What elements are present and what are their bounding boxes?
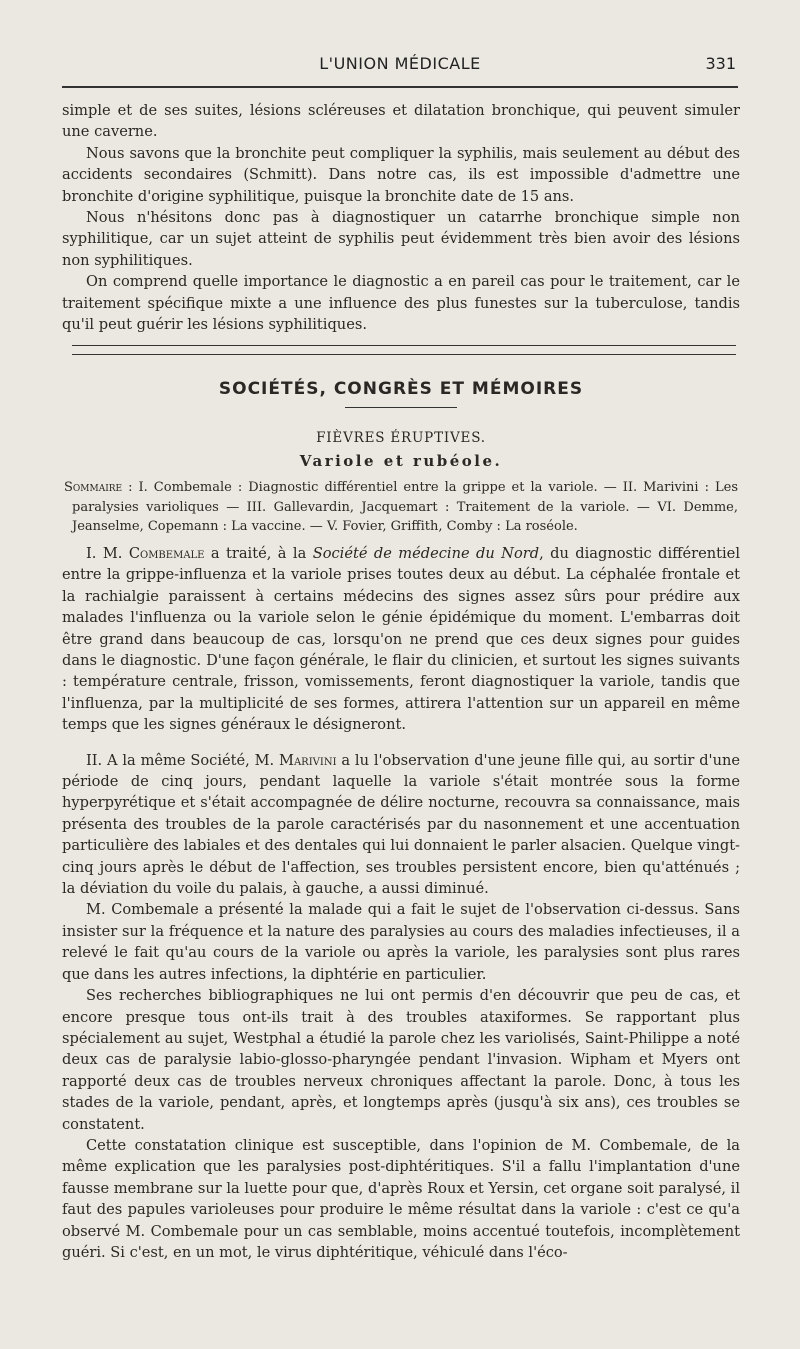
text-run: a traité, à la — [204, 544, 313, 562]
summary-label: Sommaire — [64, 480, 123, 496]
paragraph: simple et de ses suites, lésions scléreuses et dilatation bronchique, qui peuvent simuler une caverne. — [62, 102, 740, 141]
title-underline — [345, 407, 457, 408]
paragraph: M. Combemale a présenté la malade qui a fait le sujet de l'observation ci-dessus. Sans insister sur la fréquence et la nature des paralysies au cours des maladies infectieuses, il a relevé le fait qu'au cours de la variole ou après la variole, les paralysies sont plus rares que dans les autres infections, la diphtérie en particulier. — [62, 901, 740, 983]
society-name: Société de médecine du Nord — [312, 544, 540, 562]
author-name: Marivini — [279, 751, 337, 769]
text-run: a lu l'observation d'une jeune fille qui, au sortir d'une période de cinq jours, pendant laquelle la variole s'était montrée sous la forme hyperpyrétique et s'était accompagnée de délire nocturne, recouvra sa connaissance, mais présenta des troubles de la parole caractérisés par du nasonnement et une accentuation particulière des labiales et des dentales qui lui donnaient le parler alsacien. Quelque vingt-cinq jours après le début de l'affection, ses troubles persistent encore, bien qu'atténués ; la déviation du voile du palais, à gauche, a aussi diminué. — [62, 751, 741, 898]
paragraph: Nous savons que la bronchite peut compliquer la syphilis, mais seulement au début des accidents secondaires (Schmitt). Dans notre cas, ils est impossible d'admettre une bronchite d'origine syphilitique, puisque la bronchite date de 15 ans. — [62, 144, 740, 205]
header-rule — [62, 86, 738, 88]
part-number: I. M. — [86, 544, 129, 562]
paragraph: Ses recherches bibliographiques ne lui ont permis d'en découvrir que peu de cas, et encore presque tous ont-ils trait à des troubles ataxiformes. Se rapportant plus spécialement au sujet, Westphal a étudié la parole chez les variolisés, Saint-Philippe a noté deux cas de paralysie labio-glosso-pharyngée pendant l'invasion. Wipham et Myers ont rapporté deux cas de troubles nerveux chroniques affectant la parole. Donc, à tous les stades de la variole, pendant, après, et longtemps après (jusqu'à six ans), ces troubles se constatent. — [62, 987, 740, 1133]
author-name: Combemale — [128, 544, 205, 562]
paragraph: On comprend quelle importance le diagnostic a en pareil cas pour le traitement, car le traitement spécifique mixte a une influence des plus funestes sur la tuberculose, tandis qu'il peut guérir les lésions syphilitiques. — [62, 273, 740, 334]
paragraph: Cette constatation clinique est susceptible, dans l'opinion de M. Combemale, de la même explication que les paralysies post-diphtéritiques. S'il a fallu l'implantation d'une fausse membrane sur la luette pour que, d'après Roux et Yersin, cet organe soit paralysé, il faut des papules varioleuses pour produire le même résultat dans la variole : c'est ce qu'a observé M. Combemale pour un cas semblable, moins accentué toutefois, incomplètement guéri. Si c'est, en un mot, le virus diphtéritique, véhiculé dans l'éco- — [62, 1136, 740, 1261]
summary — [62, 478, 740, 537]
subsection-heading: FIÈVRES ÉRUPTIVES. — [316, 430, 486, 447]
section-divider — [72, 345, 736, 355]
spacer — [62, 736, 740, 750]
section-title: SOCIÉTÉS, CONGRÈS ET MÉMOIRES — [218, 379, 584, 400]
part-number: II. A la même Société, M. — [86, 751, 280, 769]
journal-title: L'UNION MÉDICALE — [319, 54, 481, 73]
summary-text: : I. Combemale : Diagnostic différentiel entre la grippe et la variole. — II. Marivini : Les paralysies varioliques — III. Gallevardin, Jacquemart : Traitement de la variole. — VI. Demme, Jeanselme, Copemann : La vaccine. — V. Fovier, Griffith, Comby : La roséole. — [72, 480, 738, 535]
subsection-subtitle: Variole et rubéole. — [299, 452, 503, 471]
page-number: 331 — [705, 54, 736, 73]
paragraph: Nous n'hésitons donc pas à diagnostiquer un catarrhe bronchique simple non syphilitique, car un sujet atteint de syphilis peut évidemment très bien avoir des lésions non syphilitiques. — [62, 209, 740, 269]
running-head — [62, 54, 738, 82]
paragraph-part-2 — [62, 750, 740, 900]
text-run: , du diagnostic différentiel entre la grippe-influenza et la variole prises toutes deux au début. La céphalée frontale et la rachialgie paraissent à certains médecins des signes assez sûrs pour prédire aux malades l'influenza ou la variole selon le génie épidémique du moment. L'embarras doit être grand dans beaucoup de cas, lorsqu'on ne prend que ces deux signes pour guides dans le diagnostic. D'une façon générale, le flair du clinicien, et surtout les signes suivants : température centrale, frisson, vomissements, feront diagnostiquer la variole, tandis que l'influenza, par la multiplicité de ses formes, attirera l'attention sur un appareil en même temps que les signes généraux le désigneront. — [62, 544, 740, 734]
body-text — [62, 100, 740, 1263]
paragraph-part-1 — [62, 543, 740, 736]
